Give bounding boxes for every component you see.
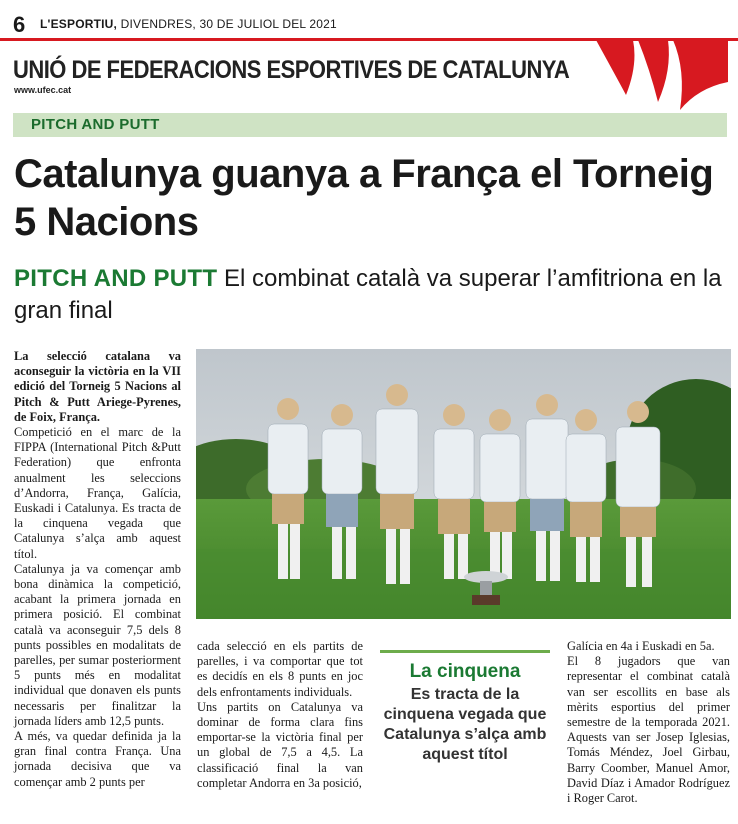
subhead-text: El combinat català va superar l’amfitriona en la gran final: [14, 265, 722, 324]
paragraph: Uns partits on Catalunya va dominar de forma clara fins emportar-se la victòria final per un global de 7,5 a 4,5. La classificació final la van completar Andorra en 3a posició,: [197, 699, 363, 790]
article-column-2: [197, 639, 363, 791]
paragraph: cada selecció en els partits de parelles, i va comportar que tot es decidís en els 8 punts en joc dels enfrontaments individuals.: [197, 639, 363, 699]
website-text: www.ufec.cat: [14, 85, 72, 95]
organization-name: UNIÓ DE FEDERACIONS ESPORTIVES DE CATALUNYA: [13, 56, 570, 84]
subheadline: [14, 263, 724, 327]
section-label: PITCH AND PUTT: [31, 116, 160, 133]
issue-line: [40, 17, 337, 31]
article-column-1: [14, 349, 181, 790]
section-banner: [13, 113, 727, 137]
paragraph: Catalunya ja va començar amb bona dinàmica la competició, acabant la primera jornada en primera posició. El combinat català va aconseguir 7,5 dels 8 punts possibles en modalitats de parelles, per sumar posteriorment 5 punts més en modalitat individual que donaven els punts necessaris per finalitzar la jornada líders amb 12,5 punts.: [14, 561, 181, 728]
ufec-logo: [568, 40, 728, 120]
lead-paragraph: La selecció catalana va aconseguir la victòria en la VII edició del Torneig 5 Nacions al Pitch & Putt Ariege-Pyrenes, de Foix, França.: [14, 349, 181, 424]
headline: Catalunya guanya a França el Torneig 5 Nacions: [14, 152, 714, 244]
paragraph: A més, va quedar definida ja la gran final contra França. Una jornada decisiva que va començar amb 2 punts per: [14, 729, 181, 789]
issue-date: DIVENDRES, 30 DE JULIOL DEL 2021: [120, 17, 337, 31]
article-column-3: [567, 639, 730, 806]
paragraph: Competició en el marc de la FIPPA (International Pitch &Putt Federation) que enfronta anualment les seleccions d’Andorra, França, Galícia, Euskadi i Catalunya. Es tracta de la cinquena vegada que Catalunya s’alça amb aquest títol.: [14, 425, 181, 561]
team-photo: [196, 349, 731, 619]
page-number: 6: [13, 12, 26, 37]
paper-name: L'ESPORTIU,: [40, 17, 118, 31]
pull-quote-title: La cinquena: [409, 661, 521, 682]
paragraph: Galícia en 4a i Euskadi en 5a.: [567, 639, 715, 653]
paragraph: El 8 jugadors que van representar el combinat català van ser escollits en base als mèrits esportius del primer semestre de la temporada 2021. Aquests van ser Josep Iglesias, Tomás Méndez, Joel Girbau, Barry Coomber, Manuel Amor, David Díaz i Amador Rodríguez i Roger Carot.: [567, 654, 730, 806]
subhead-kicker: PITCH AND PUTT: [14, 265, 218, 292]
pull-quote-text: Es tracta de la cinquena vegada que Catalunya s’alça amb aquest títol: [383, 686, 547, 763]
pull-quote-box: [380, 650, 550, 803]
